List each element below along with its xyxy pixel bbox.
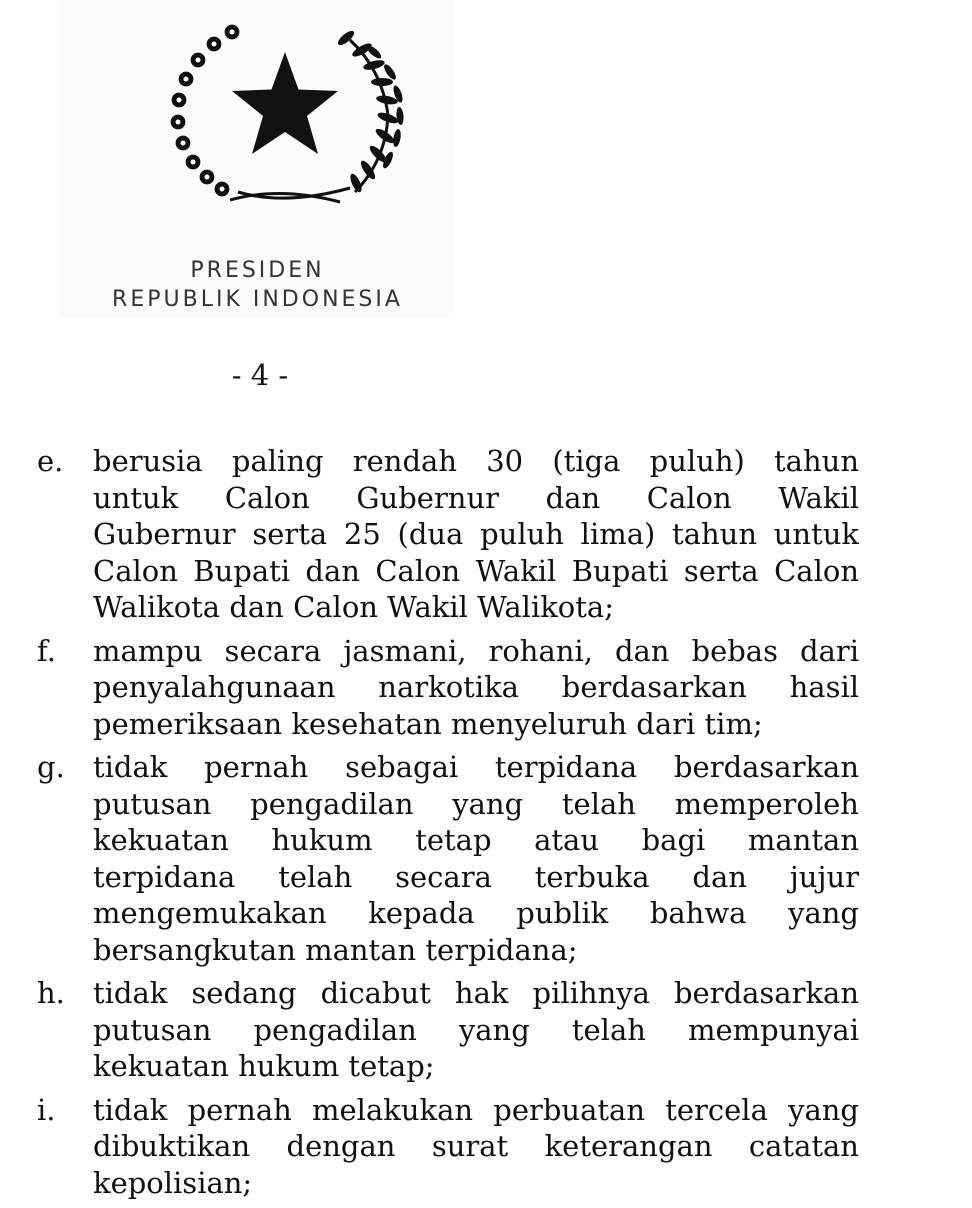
letterhead-title: PRESIDEN bbox=[190, 258, 325, 283]
text-line: putusan pengadilan yang telah memperoleh bbox=[93, 786, 859, 821]
presidential-star-wreath-emblem-icon bbox=[150, 10, 420, 215]
requirement-list bbox=[37, 443, 859, 1208]
list-item bbox=[37, 975, 859, 1085]
text-line: tidak pernah sebagai terpidana berdasarkan bbox=[93, 750, 859, 784]
list-item-text bbox=[93, 1092, 859, 1202]
text-line: kepolisian; bbox=[93, 1165, 253, 1200]
text-line: berusia paling rendah 30 (tiga puluh) tahun bbox=[93, 444, 859, 478]
list-item bbox=[37, 749, 859, 968]
letterhead bbox=[60, 0, 455, 318]
list-item-letter: i. bbox=[37, 1092, 56, 1127]
list-item-text bbox=[93, 633, 859, 743]
text-line: putusan pengadilan yang telah mempunyai bbox=[93, 1012, 859, 1047]
text-line: pemeriksaan kesehatan menyeluruh dari tim; bbox=[93, 706, 763, 741]
list-item bbox=[37, 1092, 859, 1202]
text-line: Gubernur serta 25 (dua puluh lima) tahun untuk bbox=[93, 517, 859, 551]
text-line: Walikota dan Calon Wakil Walikota; bbox=[93, 590, 614, 624]
text-line: mengemukakan kepada publik bahwa yang bbox=[93, 896, 859, 930]
list-item-text bbox=[93, 749, 859, 968]
text-line: kekuatan hukum tetap; bbox=[93, 1049, 435, 1083]
letterhead-subtitle: REPUBLIK INDONESIA bbox=[112, 287, 403, 312]
list-item-text bbox=[93, 443, 859, 626]
text-line: kekuatan hukum tetap atau bagi mantan bbox=[93, 823, 859, 857]
text-line: bersangkutan mantan terpidana; bbox=[93, 932, 578, 967]
text-line: tidak pernah melakukan perbuatan tercela yang bbox=[93, 1092, 859, 1127]
list-item-letter: e. bbox=[37, 444, 64, 478]
list-item-letter: g. bbox=[37, 750, 65, 784]
text-line: Calon Bupati dan Calon Wakil Bupati serta Calon bbox=[93, 553, 859, 588]
text-line: penyalahgunaan narkotika berdasarkan hasil bbox=[93, 670, 859, 704]
page-number: - 4 - bbox=[231, 358, 289, 392]
text-line: mampu secara jasmani, rohani, dan bebas dari bbox=[93, 633, 859, 668]
text-line: tidak sedang dicabut hak pilihnya berdasarkan bbox=[93, 976, 859, 1010]
list-item bbox=[37, 443, 859, 626]
list-item-text bbox=[93, 975, 859, 1085]
list-item bbox=[37, 633, 859, 743]
text-line: dibuktikan dengan surat keterangan catatan bbox=[93, 1129, 859, 1163]
text-line: terpidana telah secara terbuka dan jujur bbox=[93, 859, 859, 894]
text-line: untuk Calon Gubernur dan Calon Wakil bbox=[93, 480, 859, 515]
list-item-letter: h. bbox=[37, 976, 65, 1010]
list-item-letter: f. bbox=[37, 633, 56, 668]
